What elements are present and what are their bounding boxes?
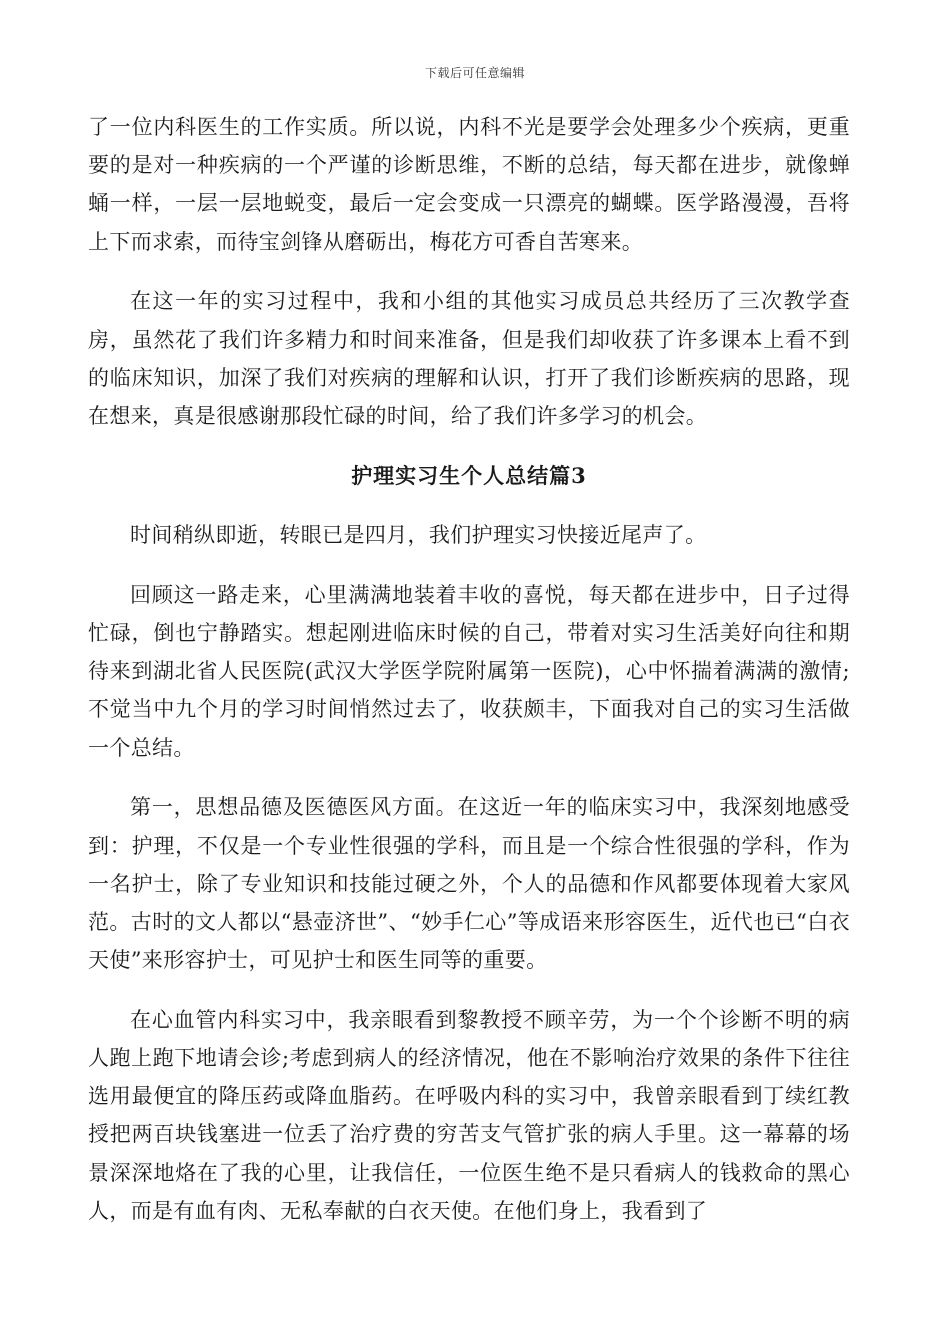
section-heading: 护理实习生个人总结篇3 bbox=[351, 463, 587, 489]
paragraph-ethics: 第一，思想品德及医德医风方面。在这近一年的临床实习中，我深刻地感受到：护理，不仅是一个专业性很强的学科，而且是一个综合性很强的学科，作为一名护士，除了专业知识和技能过硬之外，个人的品德和作风都要体现着大家风范。古时的文人都以“悬壶济世”、“妙手仁心”等成语来形容医生，近代也已“白衣天使”来形容护士，可见护士和医生同等的重要。 bbox=[88, 795, 850, 973]
header-note: 下载后可任意编辑 bbox=[424, 66, 525, 80]
paragraph-continuation: 了一位内科医生的工作实质。所以说，内科不光是要学会处理多少个疾病，更重要的是对一种疾病的一个严谨的诊断思维，不断的总结，每天都在进步，就像蝉蛹一样，一层一层地蜕变，最后一定会变成一只漂亮的蝴蝶。医学路漫漫，吾将上下而求索，而待宝剑锋从磨砺出，梅花方可香自苦寒来。 bbox=[88, 115, 850, 254]
paragraph-cardiology: 在心血管内科实习中，我亲眼看到黎教授不顾辛劳，为一个个诊断不明的病人跑上跑下地请会诊;考虑到病人的经济情况，他在不影响治疗效果的条件下往往选用最便宜的降压药或降血脂药。在呼吸内科的实习中，我曾亲眼看到丁续红教授把两百块钱塞进一位丢了治疗费的穷苦支气管扩张的病人手里。这一幕幕的场景深深地烙在了我的心里，让我信任，一位医生绝不是只看病人的钱救命的黑心人，而是有血有肉、无私奉献的白衣天使。在他们身上，我看到了 bbox=[88, 1007, 850, 1223]
document-body bbox=[88, 108, 850, 1230]
paragraph-time-passing: 时间稍纵即逝，转眼已是四月，我们护理实习快接近尾声了。 bbox=[130, 523, 707, 548]
paragraph-teaching-rounds: 在这一年的实习过程中，我和小组的其他实习成员总共经历了三次教学查房，虽然花了我们许多精力和时间来准备，但是我们却收获了许多课本上看不到的临床知识，加深了我们对疾病的理解和认识，打开了我们诊断疾病的思路，现在想来，真是很感谢那段忙碌的时间，给了我们许多学习的机会。 bbox=[88, 289, 850, 428]
paragraph-review: 回顾这一路走来，心里满满地装着丰收的喜悦，每天都在进步中，日子过得忙碌，倒也宁静踏实。想起刚进临床时候的自己，带着对实习生活美好向往和期待来到湖北省人民医院(武汉大学医学院附属第一医院)，心中怀揣着满满的激情;不觉当中九个月的学习时间悄然过去了，收获颇丰，下面我对自己的实习生活做一个总结。 bbox=[88, 582, 850, 760]
